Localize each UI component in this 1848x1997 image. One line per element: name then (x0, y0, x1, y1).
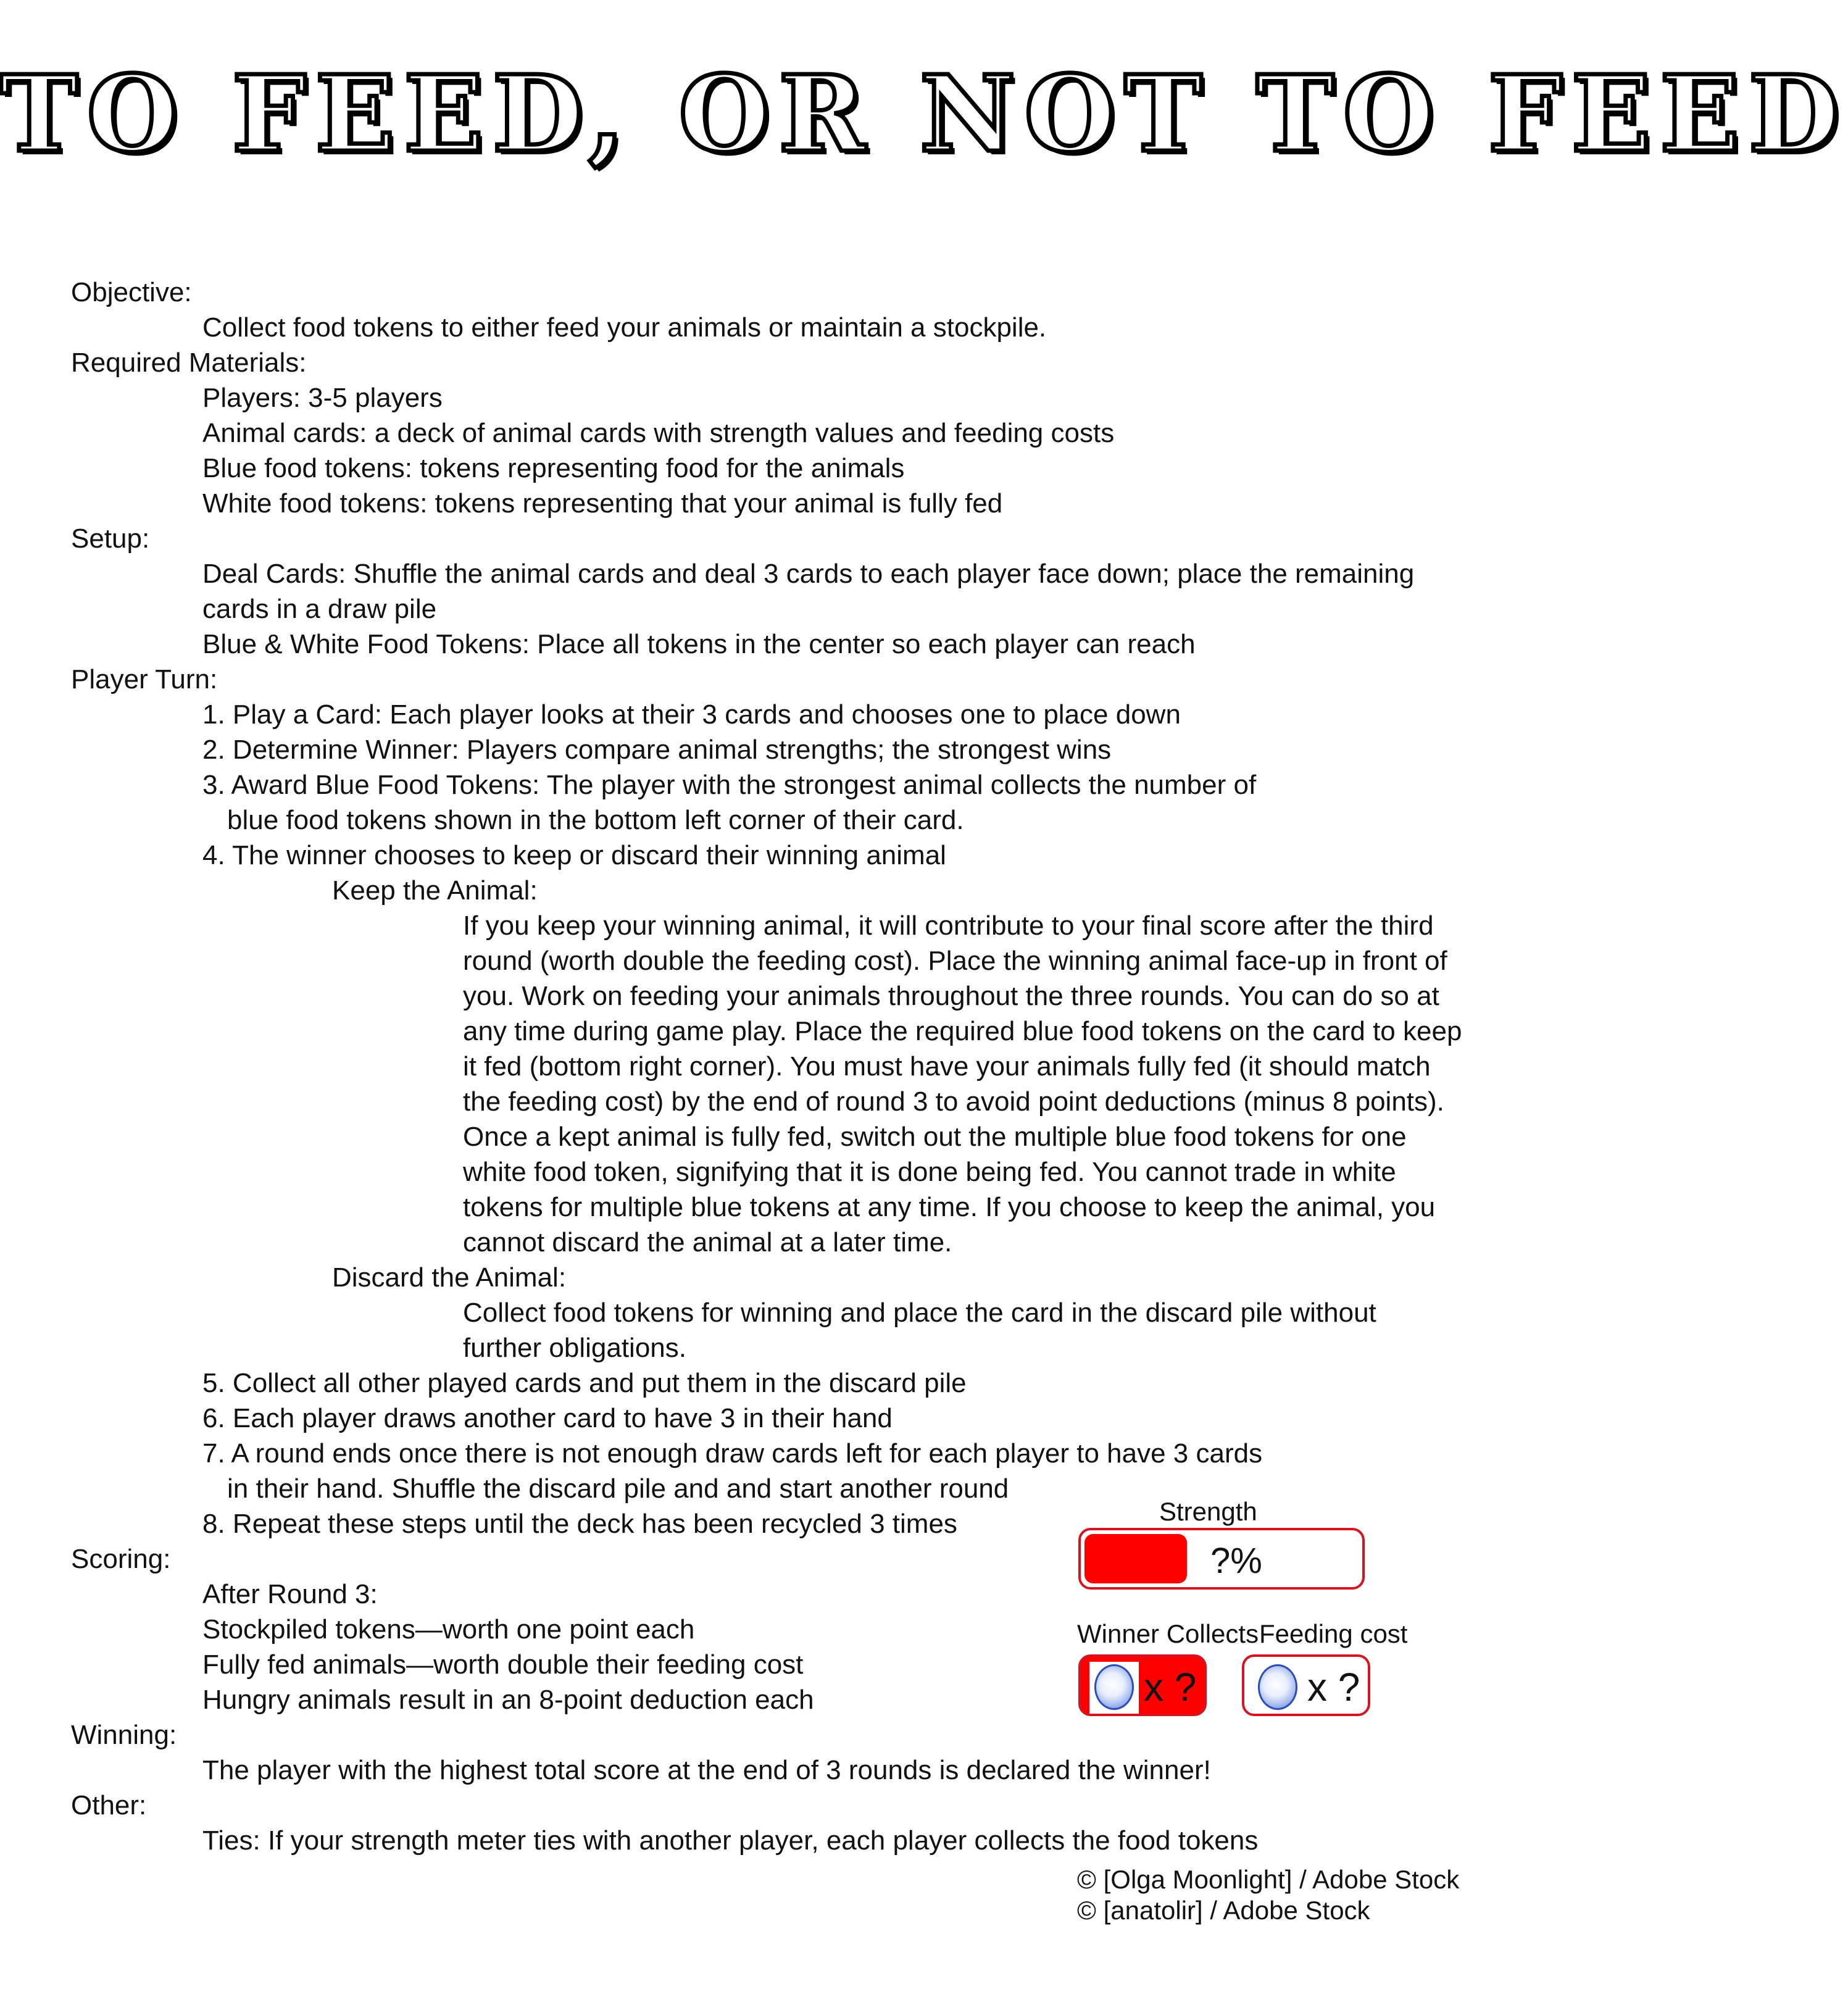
setup-heading: Setup: (71, 523, 150, 554)
feeding-cost-badge (1242, 1654, 1370, 1716)
setup-tokens: Blue & White Food Tokens: Place all tokens in the center so each player can reach (202, 629, 1196, 659)
other-text: Ties: If your strength meter ties with another player, each player collects the food tokens (202, 1825, 1259, 1856)
winner-collects-label: Winner Collects (1077, 1619, 1259, 1648)
scoring-item: Stockpiled tokens—worth one point each (202, 1614, 695, 1645)
feeding-cost-value: x ? (1307, 1665, 1360, 1709)
winning-text: The player with the highest total score at the end of 3 rounds is declared the winner! (202, 1755, 1211, 1785)
blue-food-token-icon (1094, 1664, 1134, 1710)
turn-step-continued: in their hand. Shuffle the discard pile and and start another round (227, 1474, 1009, 1504)
page-title: TO FEED, OR NOT TO FEED (0, 52, 1848, 176)
blue-food-token-icon (1258, 1664, 1297, 1710)
credit-line: © [Olga Moonlight] / Adobe Stock (1077, 1865, 1460, 1894)
turn-step: 8. Repeat these steps until the deck has been recycled 3 times (202, 1509, 957, 1539)
feeding-cost-label: Feeding cost (1259, 1619, 1408, 1648)
turn-step: 6. Each player draws another card to have 3 in their hand (202, 1403, 893, 1433)
other-heading: Other: (71, 1790, 147, 1820)
strength-meter-fill (1084, 1534, 1187, 1583)
turn-step: 4. The winner chooses to keep or discard their winning animal (202, 840, 946, 870)
materials-item: Players: 3-5 players (202, 383, 443, 413)
scoring-item: Fully fed animals—worth double their feeding cost (202, 1649, 804, 1680)
materials-item: Blue food tokens: tokens representing food for the animals (202, 453, 905, 483)
setup-deal-line: Deal Cards: Shuffle the animal cards and deal 3 cards to each player face down; place the remaining (202, 559, 1415, 589)
turn-step: 1. Play a Card: Each player looks at their 3 cards and chooses one to place down (202, 699, 1181, 730)
turn-step: 7. A round ends once there is not enough draw cards left for each player to have 3 cards (202, 1438, 1263, 1469)
materials-item: White food tokens: tokens representing that your animal is fully fed (202, 488, 1003, 519)
winner-collects-value: x ? (1144, 1665, 1197, 1709)
discard-heading: Discard the Animal: (332, 1262, 567, 1293)
objective-heading: Objective: (71, 277, 192, 307)
keep-paragraph: If you keep your winning animal, it will contribute to your final score after the third round (worth double the feeding cost). Place the winning animal face-up in front of you. Work on feeding your animals throughout the three rounds. You can do so at any time during game play. Place the required blue food tokens on the card to keep it fed (bottom right corner). You must have your animals fully fed (it should match the feeding cost) by the end of round 3 to avoid point deductions (minus 8 points). Once a kept animal is fully fed, switch out the multiple blue food tokens for one white food token, signifying that it is done being fed. You cannot trade in white tokens for multiple blue tokens at any time. If you choose to keep the animal, you cannot discard the animal at a later time. (463, 911, 1462, 1257)
objective-text: Collect food tokens to either feed your animals or maintain a stockpile. (202, 312, 1047, 343)
strength-value: ?% (1210, 1541, 1262, 1581)
credit-line: © [anatolir] / Adobe Stock (1077, 1896, 1370, 1925)
scoring-item: Hungry animals result in an 8-point deduction each (202, 1685, 814, 1715)
scoring-item: After Round 3: (202, 1579, 378, 1609)
turn-heading: Player Turn: (71, 664, 218, 694)
discard-paragraph: Collect food tokens for winning and place the card in the discard pile without further obligations. (463, 1298, 1376, 1363)
setup-deal-line: cards in a draw pile (202, 594, 437, 624)
strength-label: Strength (1159, 1497, 1257, 1526)
materials-item: Animal cards: a deck of animal cards with strength values and feeding costs (202, 418, 1115, 448)
turn-step-continued: blue food tokens shown in the bottom left corner of their card. (227, 805, 964, 835)
strength-meter (1078, 1528, 1365, 1590)
turn-step: 2. Determine Winner: Players compare animal strengths; the strongest wins (202, 735, 1112, 765)
keep-heading: Keep the Animal: (332, 875, 538, 906)
turn-step: 3. Award Blue Food Tokens: The player with the strongest animal collects the number of (202, 770, 1257, 800)
winning-heading: Winning: (71, 1720, 177, 1750)
scoring-heading: Scoring: (71, 1544, 171, 1574)
materials-heading: Required Materials: (71, 348, 307, 378)
winner-collects-badge (1078, 1654, 1207, 1716)
turn-step: 5. Collect all other played cards and put them in the discard pile (202, 1368, 967, 1398)
